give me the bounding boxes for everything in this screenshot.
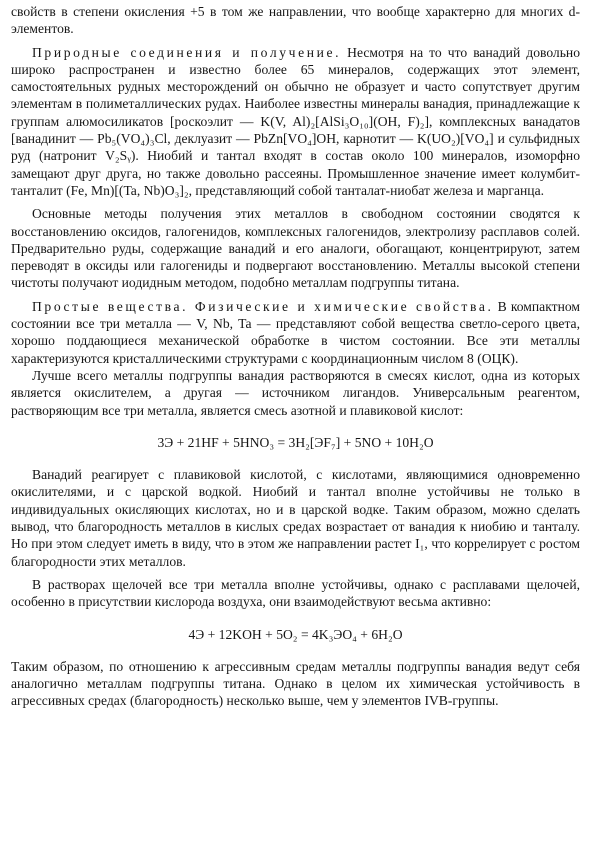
section-heading-simple-substances: Простые вещества. Физические и химические свойства. bbox=[32, 298, 494, 314]
paragraph-acids bbox=[11, 367, 580, 419]
paragraph-text: Таким образом, по отношению к агрессивным средам металлы подгруппы ванадия ведут себя аналогично металлам подгруппы титана. Однако в целом их химическая устойчивость в агрессивных средах (благородность) несколько выше, чем у элементов IVB-группы. bbox=[11, 658, 580, 709]
paragraph-text: В растворах щелочей все три металла вполне устойчивы, однако с расплавами щелочей, особенно в присутствии кислорода воздуха, они взаимодействуют весьма активно: bbox=[11, 576, 580, 610]
paragraph-production bbox=[11, 205, 580, 291]
equation-alkali-fusion: 4Э + 12KOH + 5O₂ = 4K₃ЭO₄ + 6H₂O bbox=[188, 626, 403, 642]
paragraph-text: В компактном состоянии все три металла — V, Nb, Ta — представляют собой вещества светло-серого цвета, хорошо поддающиеся механической обработке в чистом состоянии. Все эти металлы характеризуются кристаллическими структурами с координационным числом 8 (ОЦК). bbox=[11, 298, 580, 366]
paragraph-text: Основные методы получения этих металлов в свободном состоянии сводятся к восстановлению оксидов, галогенидов, комплексных галогенидов, электролизу расплавов солей. Предварительно руды, содержащие ванадий и его аналоги, обогащают, концентрируют, затем переводят в оксиды или галогениды и подвергают восстановлению. Металлы высокой степени чистоты получают иодидным методом, подобно металлам подгруппы титана. bbox=[11, 206, 580, 291]
paragraph-text: свойств в степени окисления +5 в том же направлении, что вообще характерно для многих d-элементов. bbox=[11, 4, 580, 37]
equation-acid-dissolution: 3Э + 21HF + 5HNO₃ = 3H₂[ЭF₇] + 5NO + 10H₂O bbox=[157, 434, 434, 450]
paragraph-text: Лучше всего металлы подгруппы ванадия растворяются в смесях кислот, одна из которых является окислителем, а другая — источником лигандов. Универсальным реагентом, растворяющим все три металла, является смесь азотной и плавиковой кислот: bbox=[11, 367, 580, 418]
paragraph-intro bbox=[11, 3, 580, 38]
paragraph-natural-compounds bbox=[11, 44, 580, 200]
paragraph-text: Несмотря на то что ванадий довольно широко распространен и известно более 65 минералов, содержащих этот элемент, самостоятельных рудных месторождений он обычно не образует и часто сопутствует другим элементам в полиметаллических рудах. Наиболее известны минералы ванадия, принадлежащие к группам алюмосиликатов [роскоэлит — K(V, Al)₂[AlSi₃O₁₀](OH, F)₂], комплексных ванадатов [ванадинит — Pb₅(VO₄)₃Cl, деклуазит — PbZn[VO₄]OH, карнотит — K(UO₂)[VO₄] и сульфидных руд (натронит V₂Sᵧ). Ниобий и тантал входят в состав около 100 минералов, изоморфно замещают друг друга, но также довольно рассеяны. Промышленное значение имеет колумбит-танталит (Fe, Mn)[(Ta, Nb)O₃]₂, представляющий собой танталат-ниобат железа и марганца. bbox=[11, 44, 580, 198]
section-heading-natural-compounds: Природные соединения и получение. bbox=[32, 44, 342, 60]
paragraph-conclusion bbox=[11, 658, 580, 710]
paragraph-text: Ванадий реагирует с плавиковой кислотой, с кислотами, являющимися одновременно окислителями, и с царской водкой. Ниобий и тантал вполне устойчивы не только в индивидуальных окисляющих кислотах, но и в царской водке. Таким образом, можно сделать вывод, что благородность металлов в кислых средах возрастает от ванадия к ниобию и танталу. Но при этом следует иметь в виду, что в этом же направлении растет I₁, что коррелирует с ростом благородности этих металлов. bbox=[11, 467, 580, 569]
paragraph-alkali bbox=[11, 576, 580, 611]
paragraph-vanadium-reactions bbox=[11, 466, 580, 570]
paragraph-simple-substances bbox=[11, 298, 580, 367]
